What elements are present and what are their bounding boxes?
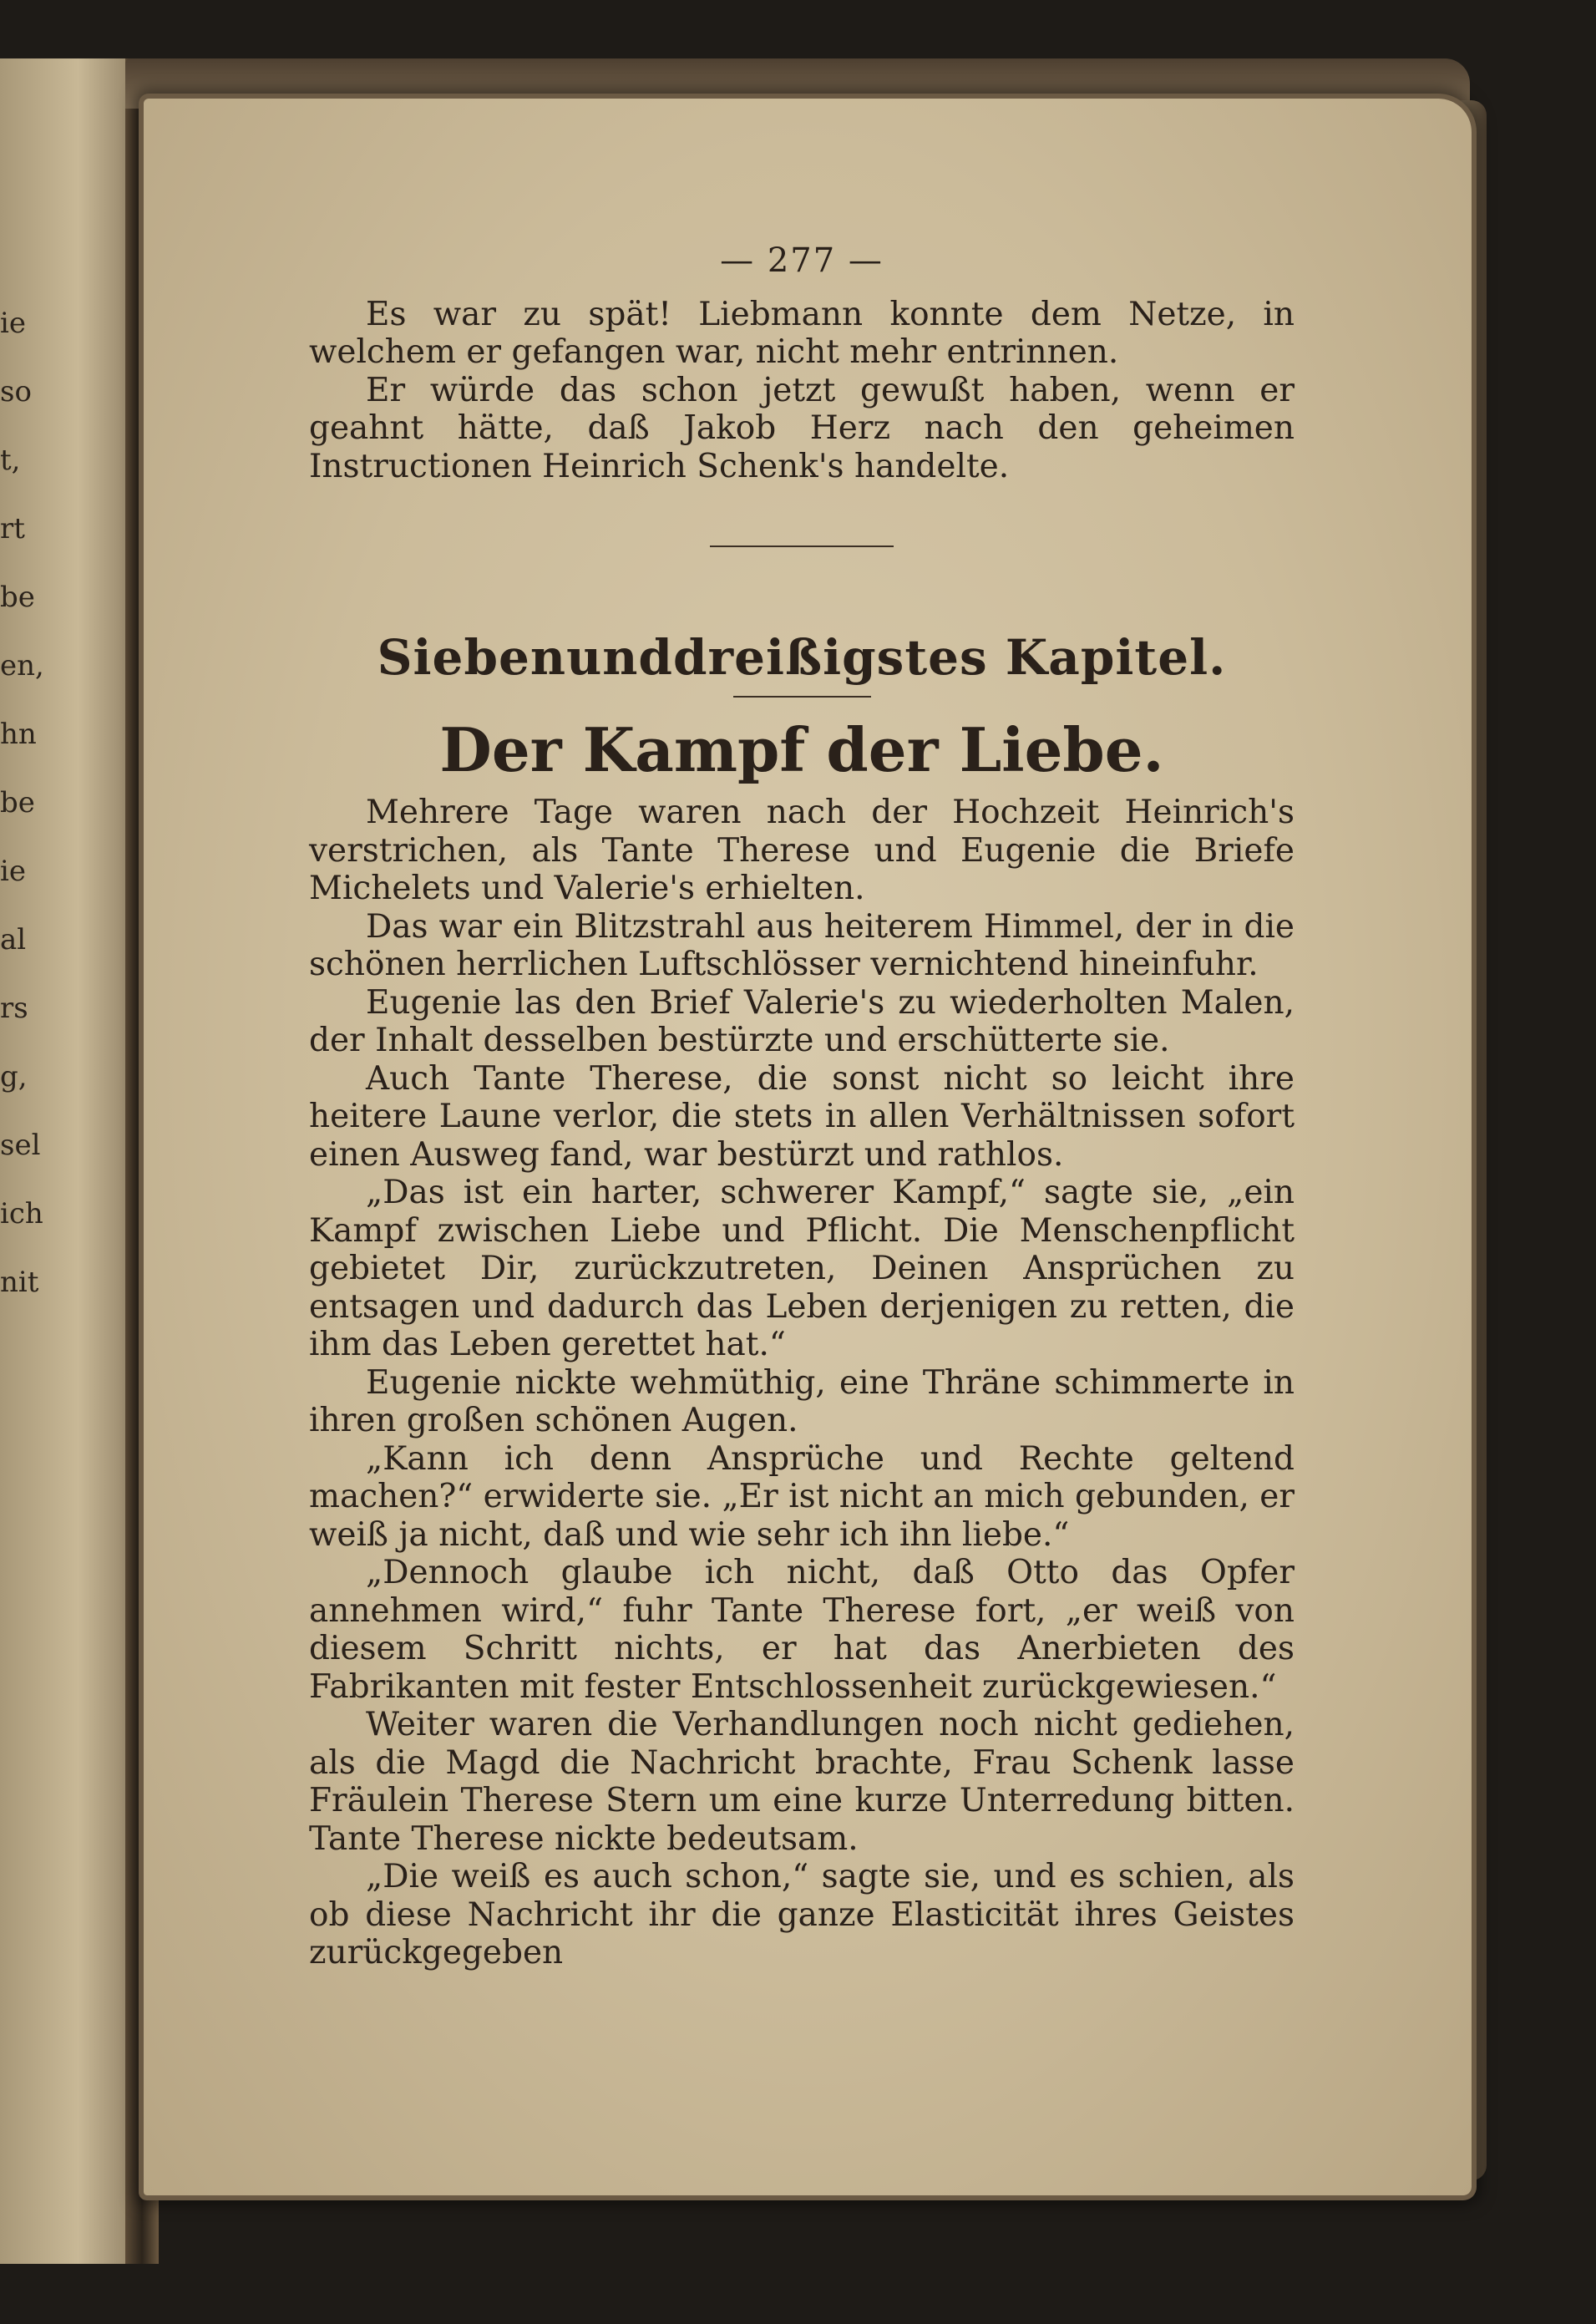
left-page	[0, 58, 142, 2264]
left-fragment: so	[0, 375, 32, 408]
body-paragraph: „Kann ich denn Ansprüche und Rechte geltend machen?“ erwiderte sie. „Er ist nicht an mich gebunden, er weiß ja nicht, daß und wie sehr ich ihn liebe.“	[309, 1439, 1295, 1554]
left-fragment: ie	[0, 307, 26, 340]
left-fragment: be	[0, 581, 35, 614]
body-paragraph: „Das ist ein harter, schwerer Kampf,“ sagte sie, „ein Kampf zwischen Liebe und Pflicht. Die Menschenpflicht gebietet Dir, zurückzutreten, Deinen Ansprüchen zu entsagen und dadurch das Leben derjenigen zu retten, die ihm das Leben gerettet hat.“	[309, 1174, 1295, 1363]
body-paragraph: Eugenie las den Brief Valerie's zu wiederholten Malen, der Inhalt desselben bestürzte und erschütterte sie.	[309, 983, 1295, 1059]
body-paragraph: Weiter waren die Verhandlungen noch nicht gediehen, als die Magd die Nachricht brachte, Frau Schenk lasse Fräulein Therese Stern um eine kurze Unterredung bitten. Tante Therese nickte bedeutsam.	[309, 1706, 1295, 1858]
left-fragment: be	[0, 786, 35, 819]
chapter-title: Siebenunddreißigstes Kapitel.	[377, 629, 1227, 686]
intro-paragraph: Es war zu spät! Liebmann konnte dem Netze, in welchem er gefangen war, nicht mehr entrinnen.	[309, 295, 1295, 371]
body-paragraph: „Die weiß es auch schon,“ sagte sie, und es schien, als ob diese Nachricht ihr die ganze Elasticität ihres Geistes zurückgegeben	[309, 1858, 1295, 1971]
left-fragment: rs	[0, 992, 28, 1025]
body-paragraph: Eugenie nickte wehmüthig, eine Thräne schimmerte in ihren großen schönen Augen.	[309, 1363, 1295, 1439]
left-fragment: sel	[0, 1129, 41, 1162]
page-content	[309, 242, 1295, 1972]
left-fragment: ie	[0, 855, 26, 888]
left-fragment: al	[0, 923, 27, 956]
left-fragment: rt	[0, 512, 25, 545]
page-number: — 277 —	[720, 241, 884, 280]
chapter-subtitle: Der Kampf der Liebe.	[439, 713, 1164, 785]
left-fragment: t,	[0, 444, 21, 477]
title-divider	[733, 696, 871, 698]
left-fragment: nit	[0, 1266, 39, 1299]
left-fragment: g,	[0, 1060, 28, 1093]
body-paragraph: „Dennoch glaube ich nicht, daß Otto das Opfer annehmen wird,“ fuhr Tante Therese fort, „er weiß von diesem Schritt nichts, er hat das Anerbieten des Fabrikanten mit fester Entschlossenheit zurückgewiesen.“	[309, 1554, 1295, 1706]
left-fragment: hn	[0, 718, 37, 751]
intro-paragraph: Er würde das schon jetzt gewußt haben, wenn er geahnt hätte, daß Jakob Herz nach den geheimen Instructionen Heinrich Schenk's handelte.	[309, 371, 1295, 485]
section-divider	[710, 545, 894, 547]
left-fragment: en,	[0, 649, 44, 682]
body-paragraph: Mehrere Tage waren nach der Hochzeit Heinrich's verstrichen, als Tante Therese und Eugenie die Briefe Michelets und Valerie's erhielten.	[309, 794, 1295, 907]
body-paragraph: Das war ein Blitzstrahl aus heiterem Himmel, der in die schönen herrlichen Luftschlösser vernichtend hineinfuhr.	[309, 907, 1295, 983]
left-page-edge-text	[0, 307, 44, 1299]
left-fragment: ich	[0, 1197, 43, 1231]
body-paragraph: Auch Tante Therese, die sonst nicht so leicht ihre heitere Laune verlor, die stets in allen Verhältnissen sofort einen Ausweg fand, war bestürzt und rathlos.	[309, 1059, 1295, 1174]
